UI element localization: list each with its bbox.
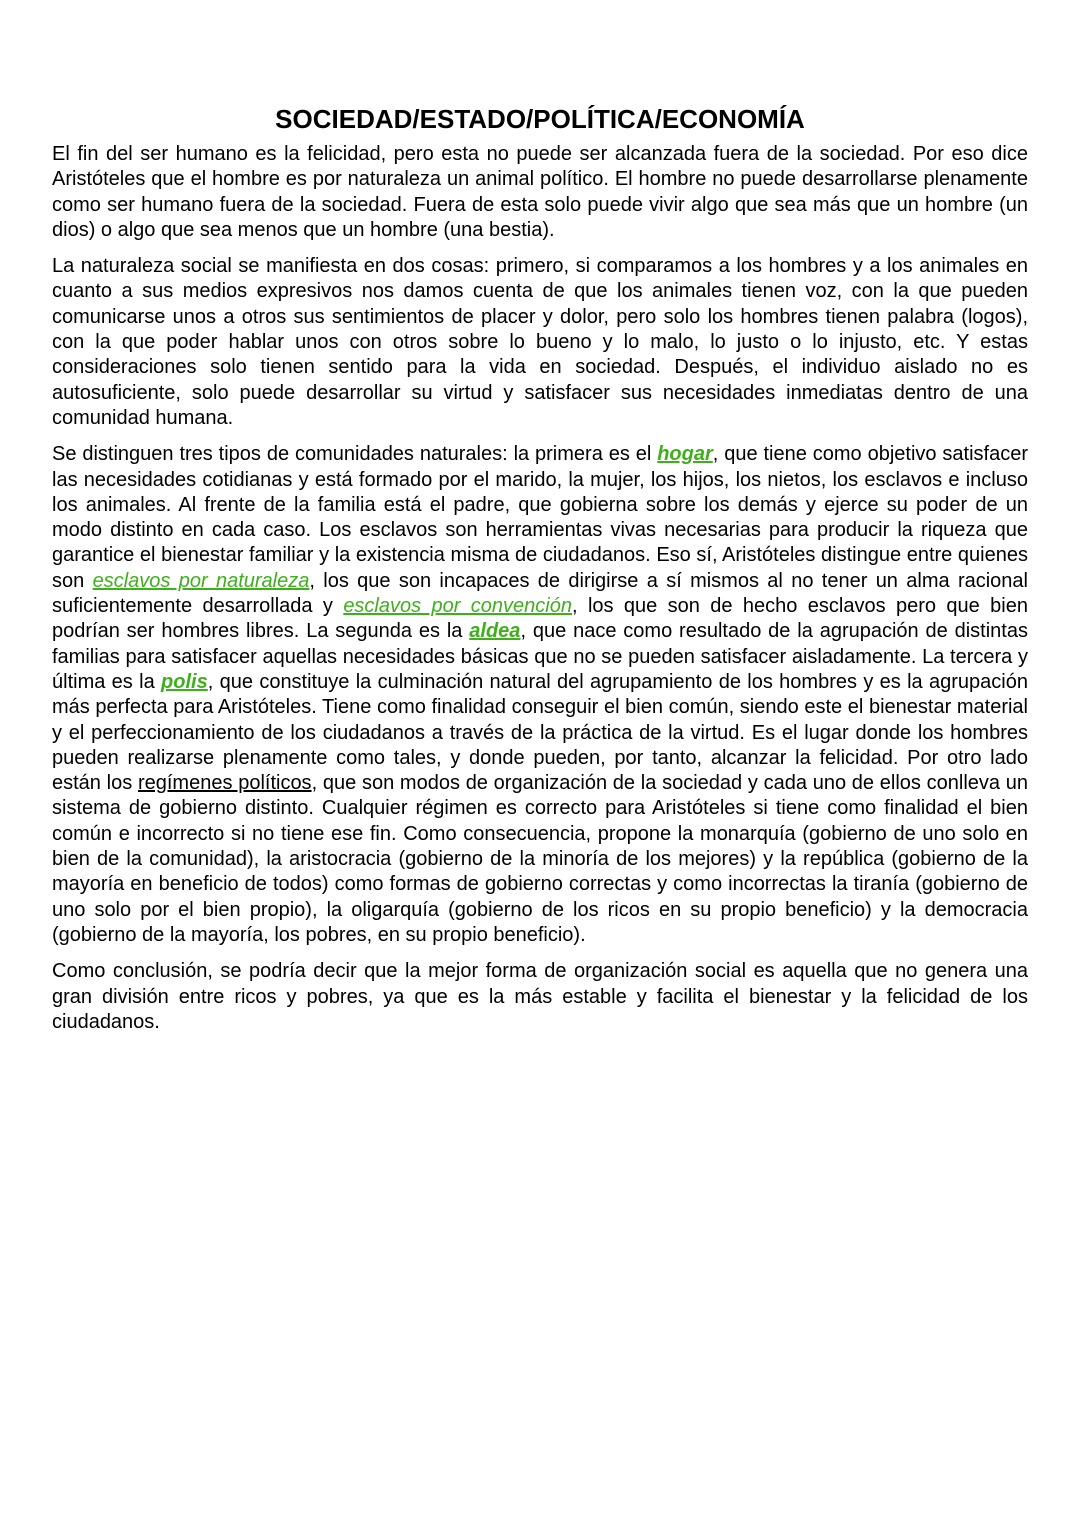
document-page [52,100,1028,1046]
term-esclavos-por-convencion: esclavos por convención [343,595,572,618]
text-segment: , que constituye la culminación natural del agrupamiento de los hombres y es la agrupación más perfecta para Aristóteles. Tiene como finalidad conseguir el bien común, siendo este el bienestar material y el perfeccionamiento de los ciudadanos a través de la práctica de la virtud. Es el lugar donde los hombres pueden realizarse plenamente como tales, y donde pueden, por tanto, alcanzar la felicidad. Por otro lado están los [52,670,1028,795]
text-segment: , que nace como resultado de la agrupación de distintas familias para satisfacer aquellas necesidades básicas que no se pueden satisfacer aisladamente. La tercera y última es la [52,620,1028,693]
text-segment: Se distinguen tres tipos de comunidades naturales: la primera es el [52,443,658,466]
term-esclavos-por-naturaleza: esclavos por naturaleza [92,569,310,592]
text-segment: , los que son de hecho esclavos pero que bien podrían ser hombres libres. La segunda es la [52,595,1028,643]
term-regimenes-politicos: regímenes políticos [137,772,312,795]
paragraph-intro: El fin del ser humano es la felicidad, pero esta no puede ser alcanzada fuera de la sociedad. Por eso dice Aristóteles que el hombre es por naturaleza un animal político. El hombre no puede desarrollarse plenamente como ser humano fuera de la sociedad. Fuera de esta solo puede vivir algo que sea más que un hombre (un dios) o algo que sea menos que un hombre (una bestia). [52,143,1028,241]
term-hogar: hogar [657,443,713,466]
text-segment: , los que son incapaces de dirigirse a sí mismos al no tener un alma racional suficientemente desarrollada y [52,569,1028,618]
term-aldea: aldea [469,620,521,643]
paragraph-social-nature: La naturaleza social se manifiesta en dos cosas: primero, si comparamos a los hombres y a los animales en cuanto a sus medios expresivos nos damos cuenta de que los animales tienen voz, con la que pueden comunicarse unos a otros sus sentimientos de placer y dolor, pero solo los hombres tienen palabra (logos), con la que poder hablar unos con otros sobre lo bueno y lo malo, lo justo o lo injusto, etc. Y estas consideraciones solo tienen sentido para la vida en sociedad. Después, el individuo aislado no es autosuficiente, solo puede desarrollar su virtud y satisfacer sus necesidades inmediatas dentro de una comunidad humana. [52,255,1028,429]
text-segment: , que tiene como objetivo satisfacer las necesidades cotidianas y está formado por el marido, la mujer, los hijos, los nietos, los esclavos e incluso los animales. Al frente de la familia está el padre, que gobierna sobre los demás y ejerce su poder de un modo distinto en cada caso. Los esclavos son herramientas vivas necesarias para producir la riqueza que garantice el bienestar familiar y la existencia misma de ciudadanos. Eso sí, Aristóteles distingue entre quienes son [52,443,1028,592]
page-title: SOCIEDAD/ESTADO/POLÍTICA/ECONOMÍA [275,104,805,134]
term-polis: polis [161,670,208,693]
text-segment: , que son modos de organización de la sociedad y cada uno de ellos conlleva un sistema de gobierno distinto. Cualquier régimen es correcto para Aristóteles si tiene como finalidad el bien común e incorrecto si no tiene ese fin. Como consecuencia, propone la monarquía (gobierno de uno solo en bien de la comunidad), la aristocracia (gobierno de la minoría de los mejores) y la república (gobierno de la mayoría en beneficio de todos) como formas de gobierno correctas y como incorrectas la tiranía (gobierno de uno solo por el bien propio), la oligarquía (gobierno de los ricos en su propio beneficio) y la democracia (gobierno de la mayoría, los pobres, en su propio beneficio). [52,772,1028,946]
paragraph-conclusion: Como conclusión, se podría decir que la mejor forma de organización social es aquella que no genera una gran división entre ricos y pobres, ya que es la más estable y facilita el bienestar y la felicidad de los ciudadanos. [52,960,1028,1033]
paragraph-communities [52,442,1028,948]
